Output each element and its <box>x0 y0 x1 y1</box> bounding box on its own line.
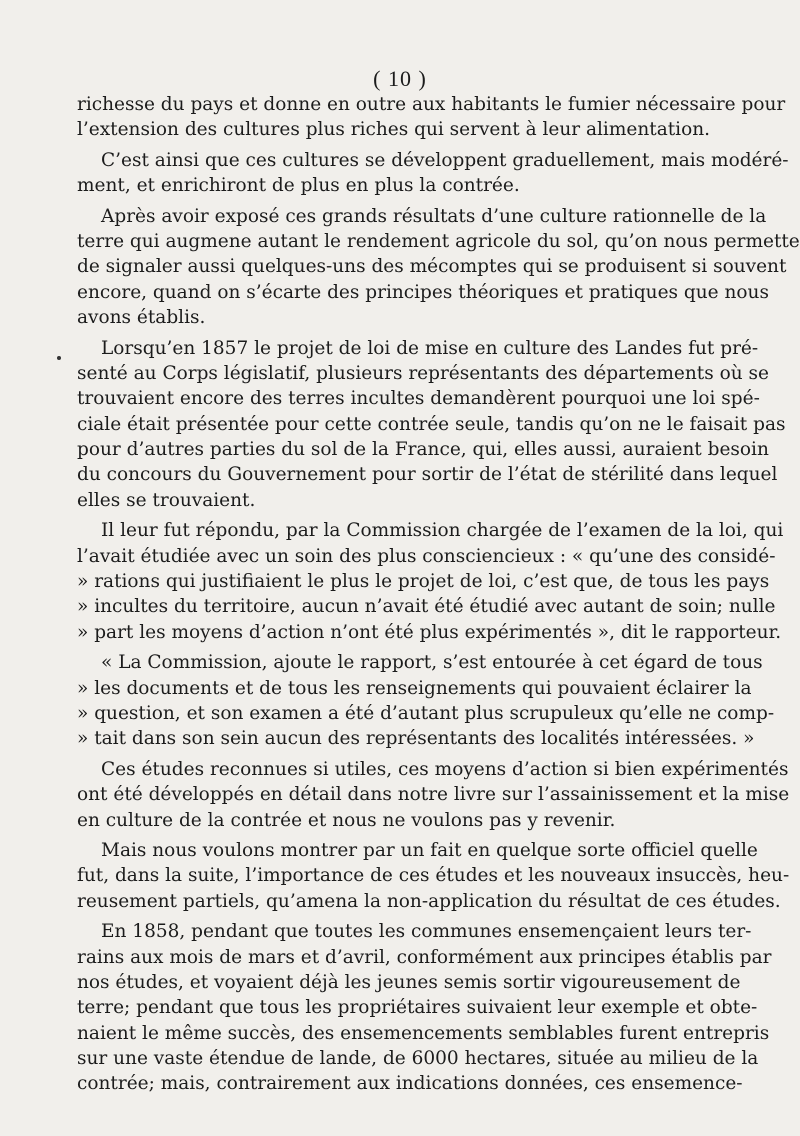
text-line: sur une vaste étendue de lande, de 6000 hectares, située au milieu de la <box>77 1048 759 1070</box>
text-line: » incultes du territoire, aucun n’avait été étudié avec autant de soin; nulle <box>77 596 776 618</box>
text-line: trouvaient encore des terres incultes demandèrent pourquoi une loi spé- <box>77 388 760 410</box>
text-line: l’avait étudiée avec un soin des plus consciencieux : « qu’une des considé- <box>77 545 776 567</box>
text-line: » rations qui justifiaient le plus le projet de loi, c’est que, de tous les pays <box>77 571 770 593</box>
text-line: En 1858, pendant que toutes les communes ensemençaient leurs ter- <box>101 921 752 943</box>
text-line: contrée; mais, contrairement aux indications données, ces ensemence- <box>77 1073 743 1095</box>
text-line: Après avoir exposé ces grands résultats d’une culture rationnelle de la <box>101 205 767 227</box>
text-line: Il leur fut répondu, par la Commission chargée de l’examen de la loi, qui <box>101 520 784 542</box>
text-line: » tait dans son sein aucun des représentants des localités intéressées. » <box>77 728 755 750</box>
text-line: fut, dans la suite, l’importance de ces études et les nouveaux insuccès, heu- <box>77 865 790 887</box>
text-line: avons établis. <box>77 307 206 329</box>
text-line: » question, et son examen a été d’autant plus scrupuleux qu’elle ne comp- <box>77 702 775 724</box>
text-line: terre qui augmene autant le rendement agricole du sol, qu’on nous permette <box>77 230 800 252</box>
text-line: du concours du Gouvernement pour sortir de l’état de stérilité dans lequel <box>77 464 778 486</box>
text-line: ment, et enrichiront de plus en plus la contrée. <box>77 175 520 197</box>
text-line: de signaler aussi quelques-uns des mécomptes qui se produisent si souvent <box>77 256 787 278</box>
text-line: rains aux mois de mars et d’avril, conformément aux principes établis par <box>77 946 772 968</box>
text-line: reusement partiels, qu’amena la non-application du résultat de ces études. <box>77 890 781 912</box>
text-line: Ces études reconnues si utiles, ces moyens d’action si bien expérimentés <box>101 758 789 780</box>
text-line: nos études, et voyaient déjà les jeunes semis sortir vigoureusement de <box>77 971 741 993</box>
text-line: en culture de la contrée et nous ne voulons pas y revenir. <box>77 809 616 831</box>
text-line: senté au Corps législatif, plusieurs représentants des départements où se <box>77 362 769 384</box>
text-line: l’extension des cultures plus riches qui servent à leur alimentation. <box>77 119 711 141</box>
text-line: pour d’autres parties du sol de la France, qui, elles aussi, auraient besoin <box>77 439 769 461</box>
text-line: terre; pendant que tous les propriétaires suivaient leur exemple et obte- <box>77 997 758 1019</box>
text-line: ont été développés en détail dans notre livre sur l’assainissement et la mise <box>77 784 790 806</box>
text-line: Lorsqu’en 1857 le projet de loi de mise en culture des Landes fut pré- <box>101 337 759 359</box>
text-line: encore, quand on s’écarte des principes théoriques et pratiques que nous <box>77 281 769 303</box>
text-line: C’est ainsi que ces cultures se développent graduellement, mais modéré- <box>101 149 789 171</box>
text-line: naient le même succès, des ensemencements semblables furent entrepris <box>77 1022 770 1044</box>
text-line: » les documents et de tous les renseignements qui pouvaient éclairer la <box>77 677 752 699</box>
text-line: ciale était présentée pour cette contrée seule, tandis qu’on ne le faisait pas <box>77 413 786 435</box>
text-line: Mais nous voulons montrer par un fait en quelque sorte officiel quelle <box>101 839 758 861</box>
text-line: » part les moyens d’action n’ont été plus expérimentés », dit le rapporteur. <box>77 621 782 643</box>
body-text <box>77 92 800 1097</box>
text-line: elles se trouvaient. <box>77 489 256 511</box>
margin-mark <box>57 356 61 360</box>
text-line: « La Commission, ajoute le rapport, s’est entourée à cet égard de tous <box>101 652 763 674</box>
text-line: richesse du pays et donne en outre aux habitants le fumier nécessaire pour <box>77 94 786 115</box>
page-number: ( 10 ) <box>373 66 427 91</box>
